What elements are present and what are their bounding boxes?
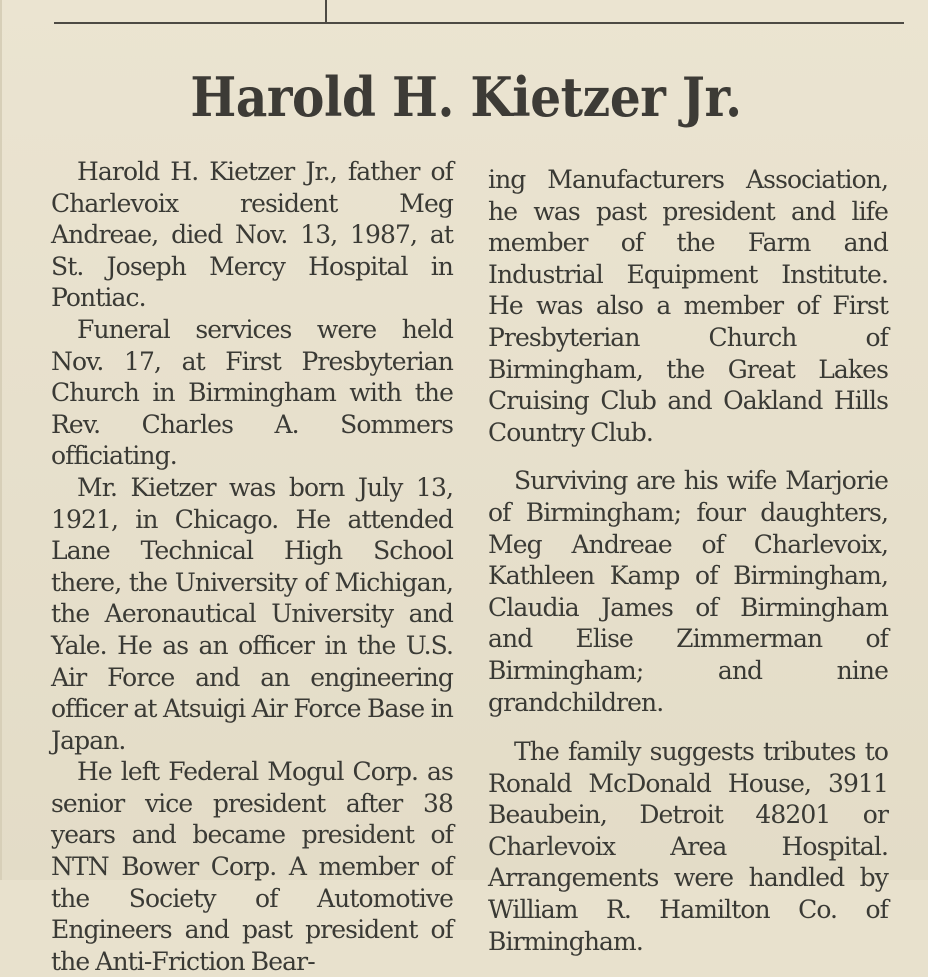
left-column [51,156,453,977]
headline: Harold H. Kietzer Jr. [190,65,742,129]
paragraph-tributes: The family suggests tributes to Ronald McDonald House, 3911 Beaubein, Detroit 48201 or Charlevoix Area Hospital. Arrangements were handled by William R. Hamilton Co. of Birmingham. [488,737,888,956]
right-column [488,164,888,957]
paragraph-survivors: Surviving are his wife Marjorie of Birmingham; four daughters, Meg Andreae of Charlevoix, Kathleen Kamp of Birmingham, Claudia James of Birmingham and Elise Zimmerman of Birmingham; and nine grandchildren. [488,466,888,717]
paragraph-biography: Mr. Kietzer was born July 13, 1921, in Chicago. He attended Lane Technical High School there, the University of Michigan, the Aeronautical University and Yale. He as an officer in the U.S. Air Force and an engineering officer at Atsuigi Air Force Base in Japan. [51,472,453,755]
column-divider-tick [325,0,327,22]
paragraph-funeral-services: Funeral services were held Nov. 17, at First Presbyterian Church in Birmingham with the Rev. Charles A. Sommers officiating. [51,314,453,471]
paragraph-death-notice: Harold H. Kietzer Jr., father of Charlevoix resident Meg Andreae, died Nov. 13, 1987, at St. Joseph Mercy Hospital in Pontiac. [51,157,453,313]
paragraph-career: He left Federal Mogul Corp. as senior vice president after 38 years and became president of NTN Bower Corp. A member of the Society of Automotive Engineers and past president of the Anti-Friction Bear- [51,757,453,976]
paragraph-memberships: ing Manufacturers Association, he was past president and life member of the Farm and Industrial Equipment Institute. He was also a member of First Presbyterian Church of Birmingham, the Great Lakes Cruising Club and Oakland Hills Country Club. [488,165,888,447]
top-column-rule [54,22,904,24]
